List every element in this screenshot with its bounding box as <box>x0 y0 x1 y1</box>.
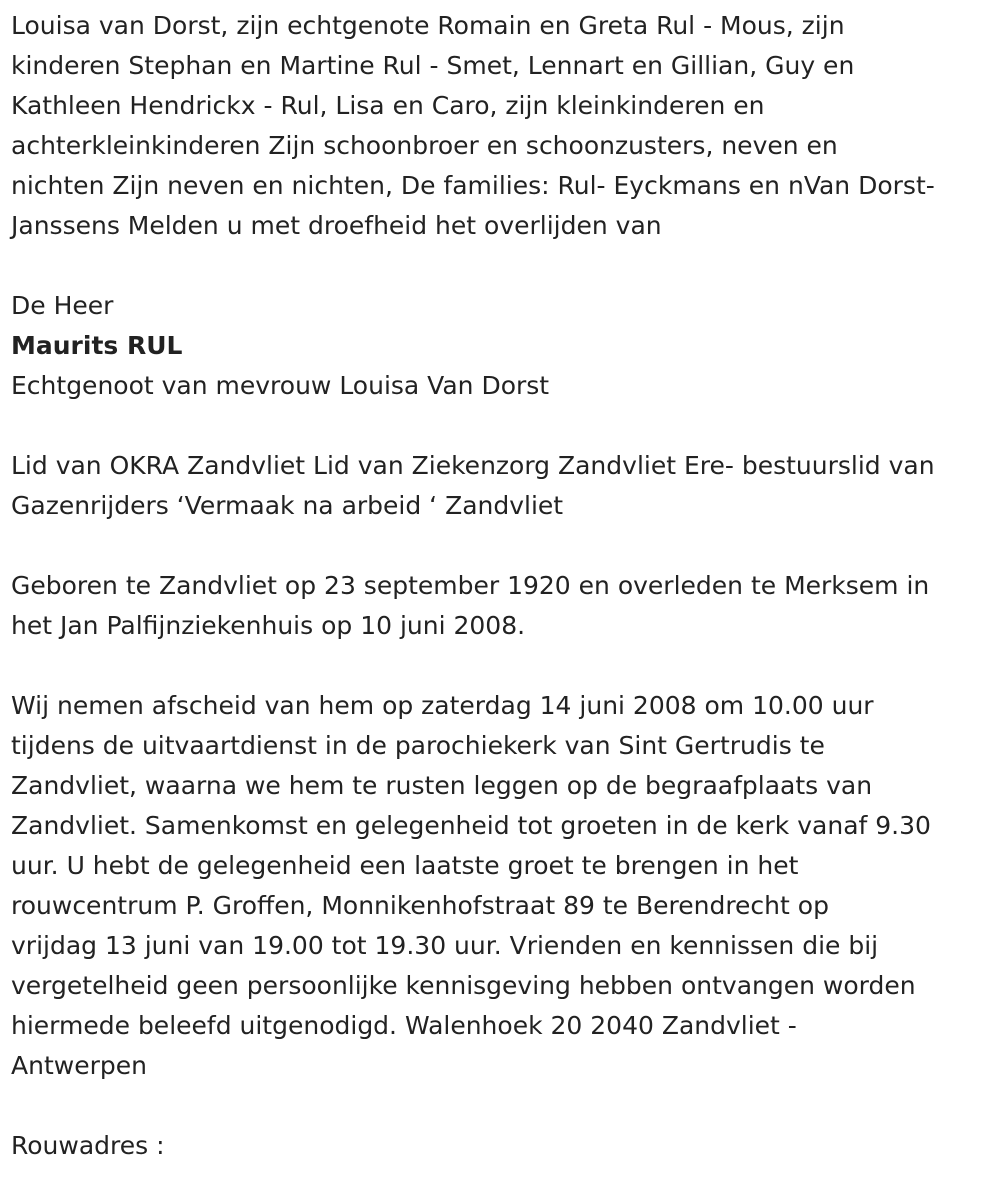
spacer <box>11 526 993 566</box>
intro-paragraph: Louisa van Dorst, zijn echtgenote Romain en Greta Rul - Mous, zijn kinderen Stephan en Martine Rul - Smet, Lennart en Gillian, Guy en Kathleen Hendrickx - Rul, Lisa en Caro, zijn kleinkinderen en achterkleinkinderen Zijn schoonbroer en schoonzusters, neven en nichten Zijn neven en nichten, De families: Rul- Eyckmans en nVan Dorst- Janssens Melden u met droefheid het overlijden van <box>11 11 935 240</box>
death-notice <box>11 6 993 1166</box>
birth-death-paragraph: Geboren te Zandvliet op 23 september 1920 en overleden te Merksem in het Jan Palfijnziekenhuis op 10 juni 2008. <box>11 571 930 640</box>
spacer <box>11 1086 993 1126</box>
address-label: Rouwadres : <box>11 1131 165 1160</box>
spouse-line: Echtgenoot van mevrouw Louisa Van Dorst <box>11 371 550 400</box>
salutation: De Heer <box>11 291 114 320</box>
funeral-paragraph: Wij nemen afscheid van hem op zaterdag 14 juni 2008 om 10.00 uur tijdens de uitvaartdienst in de parochiekerk van Sint Gertrudis te Zandvliet, waarna we hem te rusten leggen op de begraafplaats van Zandvliet. Samenkomst en gelegenheid tot groeten in de kerk vanaf 9.30 uur. U hebt de gelegenheid een laatste groet te brengen in het rouwcentrum P. Groffen, Monnikenhofstraat 89 te Berendrecht op vrijdag 13 juni van 19.00 tot 19.30 uur. Vrienden en kennissen die bij vergetelheid geen persoonlijke kennisgeving hebben ontvangen worden hiermede beleefd uitgenodigd. Walenhoek 20 2040 Zandvliet - Antwerpen <box>11 691 931 1080</box>
spacer <box>11 646 993 686</box>
memberships-paragraph: Lid van OKRA Zandvliet Lid van Ziekenzorg Zandvliet Ere- bestuurslid van Gazenrijders ‘Vermaak na arbeid ‘ Zandvliet <box>11 451 935 520</box>
spacer <box>11 246 993 286</box>
spacer <box>11 406 993 446</box>
deceased-name: Maurits RUL <box>11 331 183 360</box>
